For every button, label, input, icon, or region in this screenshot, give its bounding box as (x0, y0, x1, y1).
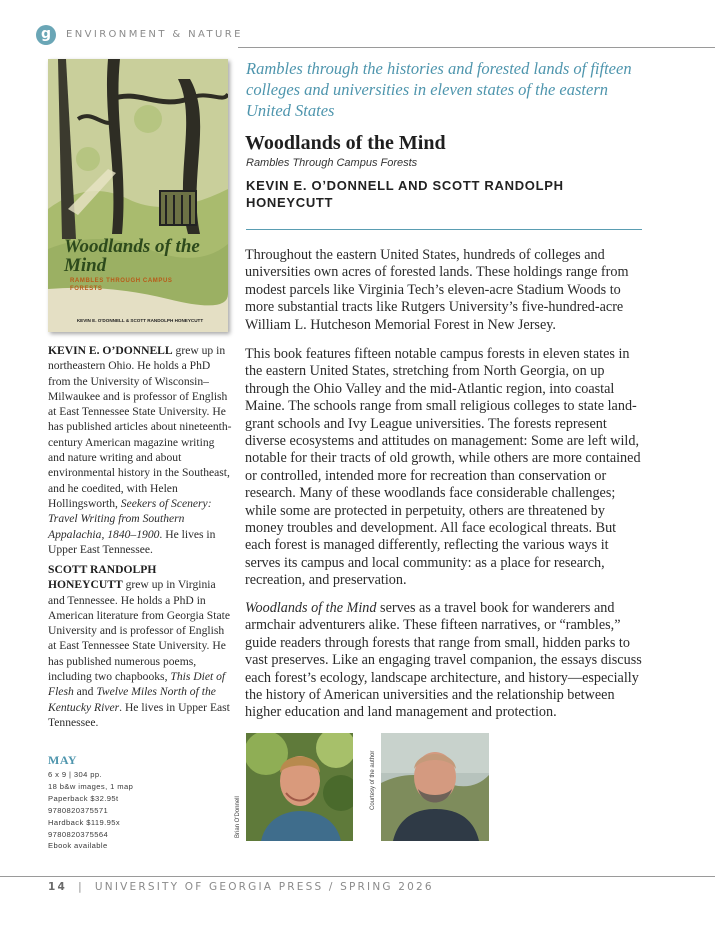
cover-title: Woodlands of the Mind (64, 236, 200, 276)
book-title-italic: Woodlands of the Mind (245, 600, 377, 616)
section-label: ENVIRONMENT & NATURE (66, 29, 243, 40)
author-bio-honeycutt (48, 562, 233, 730)
title-divider (246, 229, 642, 230)
book-specs (48, 769, 133, 852)
cover-subtitle: RAMBLES THROUGH CAMPUS FORESTS (70, 278, 173, 292)
author-bio-odonnell (48, 343, 233, 557)
release-month: MAY (48, 753, 78, 767)
author-photo-honeycutt (381, 733, 489, 841)
header-divider (238, 47, 715, 48)
description-paragraph-3-text: serves as a travel book for wanderers and armchair adventurers alike. These fifteen narratives, or “rambles,” guide readers through forests that range from small, hidden parks to vast preserves. Like an engaging travel companion, the essays discuss each forest’s ecology, landscape architecture, and history—especially the history of American universities and the relationship between higher education and land management and protection. (245, 600, 642, 721)
spec-trim-pages: 6 x 9 | 304 pp. (48, 770, 102, 779)
author-photo-odonnell (246, 733, 353, 841)
bio2-text-3: . He lives in Upper East Tennessee. (48, 700, 230, 729)
photo-honeycutt-image (381, 733, 489, 841)
press-logo: g (36, 25, 56, 45)
page-number: 14 (48, 881, 68, 893)
description-paragraph-2: This book features fifteen notable campus forests in eleven states in the eastern United States, stretching from North Georgia, on up through the Ohio Valley and the mid-Atlantic region, into coastal Maine. The schools range from small religious colleges to state land-grant schools and Ivy League universities. The forests represent diverse ecosystems and attitudes on management: Some are left wild, notable for their tracts of old growth, while others are more contained or controlled, intended more for recreation than conservation or research. Many of these woodlands face considerable challenges; while some are protected in perpetuity, others are threatened by money troubles and development. All face ecological threats. But each forest is managed differently, reflecting the various ways it serves its campus and local community: as a place for research, recreation, and preservation. (245, 346, 641, 589)
spec-hardback-isbn: 9780820375564 (48, 829, 109, 839)
spec-hardback-price: Hardback $119.95x (48, 817, 121, 827)
footer-publisher: UNIVERSITY OF GEORGIA PRESS / SPRING 2026 (94, 881, 434, 893)
spec-paperback-price: Paperback $32.95t (48, 793, 119, 803)
description-paragraph-1: Throughout the eastern United States, hundreds of colleges and universities own acres of forested lands. These holdings range from modest parcels like Virginia Tech’s eleven-acre Stadium Woods to more substantial tracts like Rutgers University’s five-hundred-acre William L. Hutcheson Memorial Forest in New Jersey. (245, 247, 629, 333)
footer-separator: | (78, 881, 84, 893)
photo-credit-1: Brian O'Donnell (235, 796, 241, 838)
book-title: Woodlands of the Mind (245, 132, 446, 154)
book-subtitle: Rambles Through Campus Forests (246, 157, 418, 169)
bio2-text-1: grew up in Virginia and Tennessee. He holds a PhD in American literature from Georgia State University and is professor of English at East Tennessee State University. He has published numerous poems, including two chapbooks, (48, 578, 230, 684)
author-name-honeycutt: SCOTT RANDOLPH HONEYCUTT (48, 563, 157, 592)
footer-divider (0, 876, 715, 877)
bio2-text-2: and (73, 685, 97, 699)
spec-illustrations: 18 b&w images, 1 map (48, 781, 134, 791)
bio2-book-title-2: Twelve Miles North of the Kentucky River (48, 685, 216, 714)
book-authors: KEVIN E. OʼDONNELL AND SCOTT RANDOLPH HONEYCUTT (246, 178, 564, 210)
bio2-book-title-1: This Diet of Flesh (48, 670, 226, 699)
book-tagline: Rambles through the histories and forested lands of fifteen colleges and universities in eleven states of the eastern United States (246, 59, 632, 120)
bio1-text-1: grew up in northeastern Ohio. He holds a PhD from the University of Wisconsin–Milwaukee and is professor of English at East Tennessee State University. He has published articles about nineteenth-century American magazine writing and nature writing and about environmental history in the Southeast, and he coedited, with Helen Hollingsworth, (48, 344, 232, 510)
photo-credit-2: Courtesy of the author (370, 750, 376, 810)
cover-authors: KEVIN E. O'DONNELL & SCOTT RANDOLPH HONEYCUTT (76, 318, 204, 323)
description-paragraph-3 (245, 600, 643, 722)
bio1-text-2: . He lives in Upper East Tennessee. (48, 527, 216, 556)
spec-paperback-isbn: 9780820375571 (48, 805, 109, 815)
page-footer (48, 881, 434, 893)
spec-ebook: Ebook available (48, 841, 108, 851)
photo-odonnell-image (246, 733, 353, 841)
bio1-book-title: Seekers of Scenery: Travel Writing from Southern Appalachia, 1840–1900 (48, 496, 212, 541)
book-cover-image (48, 59, 228, 332)
author-name-odonnell: KEVIN E. O’DONNELL (48, 344, 173, 357)
